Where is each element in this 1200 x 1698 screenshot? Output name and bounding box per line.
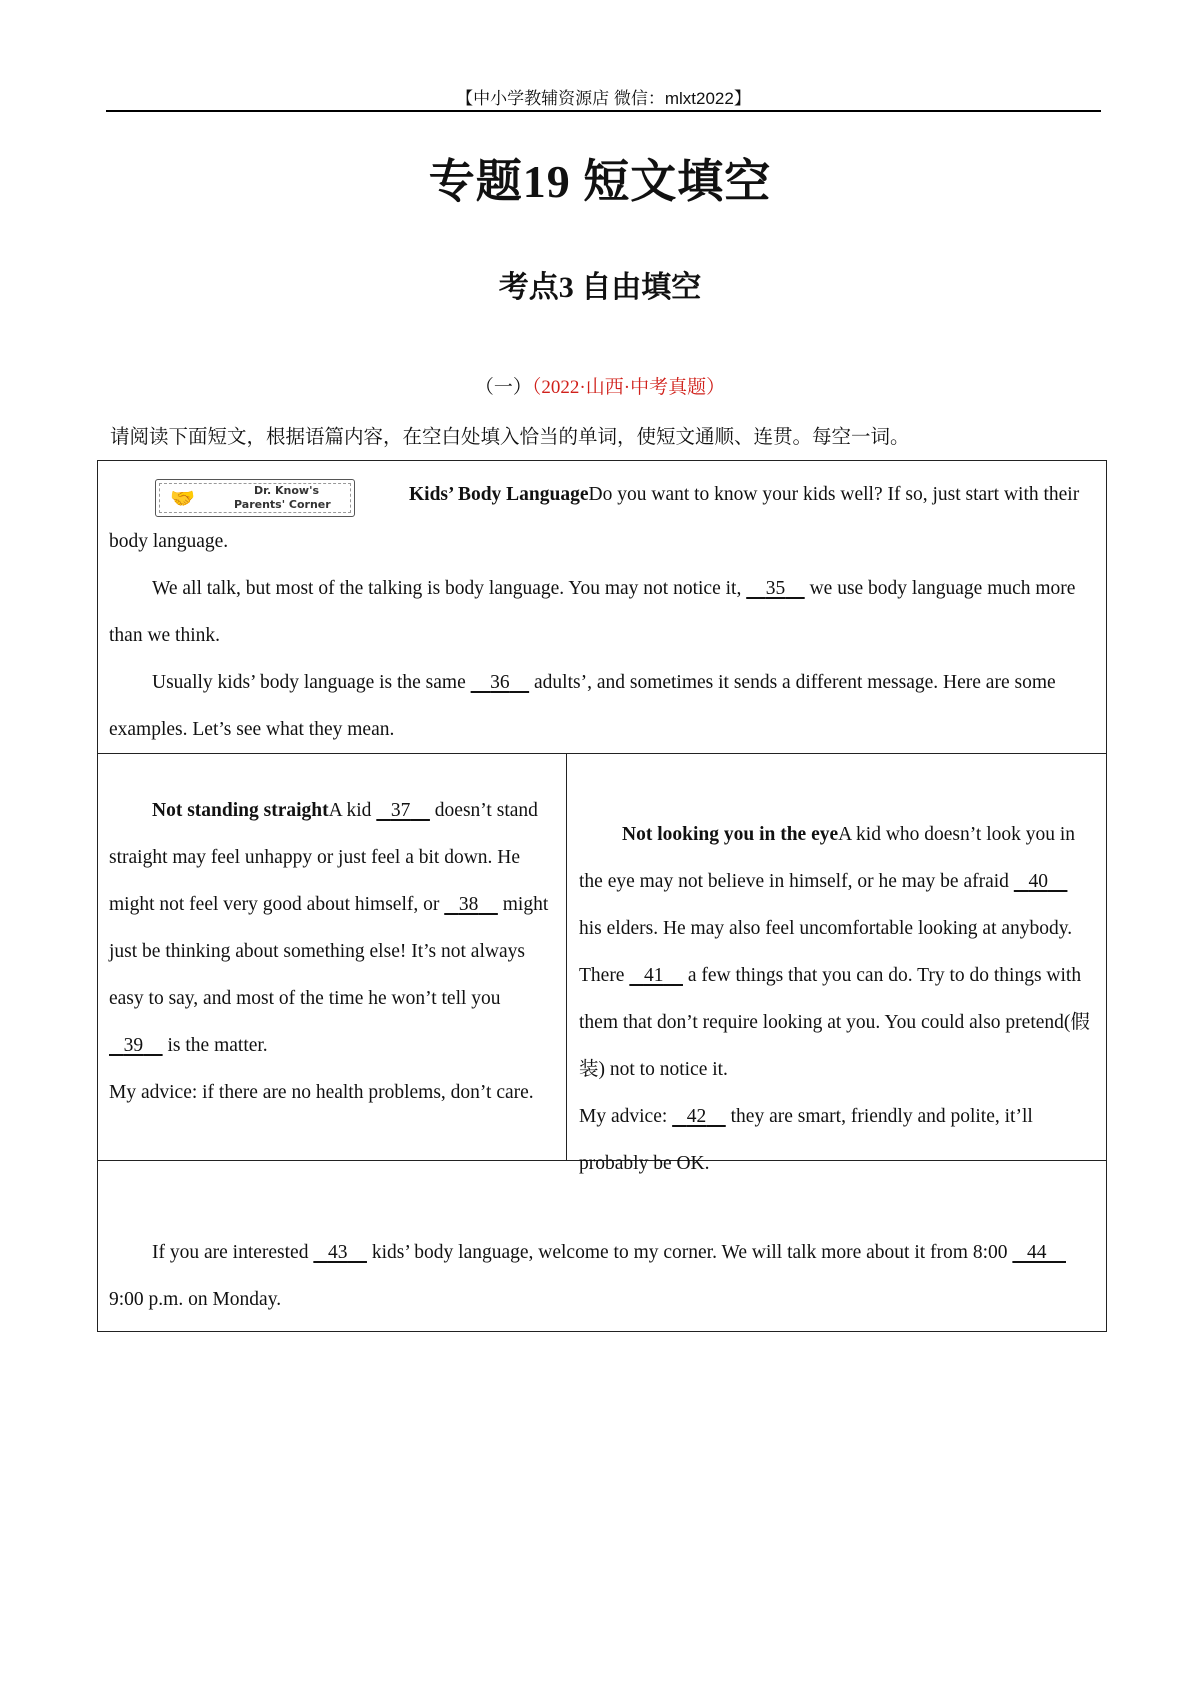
- left-advice: My advice: if there are no health problems, don’t care.: [109, 1082, 534, 1103]
- divider-top: [98, 753, 1106, 754]
- right-heading: Not looking you in the eye: [622, 824, 839, 845]
- handshake-icon: 🤝: [170, 486, 195, 510]
- left-heading: Not standing straight: [152, 800, 329, 821]
- logo-line-2: Parents' Corner: [234, 498, 331, 511]
- intro-text-1: Do you want to know your kids well? If so, just start with their body language.: [109, 484, 1080, 552]
- blank-35[interactable]: 35: [765, 578, 786, 599]
- section-prefix: （一）: [474, 377, 532, 398]
- blank-41[interactable]: 41: [643, 965, 664, 986]
- logo-line-1: Dr. Know's: [254, 484, 319, 497]
- divider-middle: [566, 753, 567, 1160]
- section-label: [0, 372, 1200, 399]
- blank-39[interactable]: 39: [123, 1035, 144, 1056]
- blank-40[interactable]: 40: [1028, 871, 1048, 892]
- header-rule: [106, 110, 1101, 112]
- page-subtitle: 考点3 自由填空: [498, 271, 702, 304]
- passage-box: [97, 460, 1107, 1332]
- instructions: 请阅读下面短文，根据语篇内容，在空白处填入恰当的单词，使短文通顺、连贯。每空一词。: [110, 427, 910, 448]
- blank-37[interactable]: 37: [390, 800, 411, 821]
- intro-text-3a: Usually kids’ body language is the same: [152, 672, 471, 693]
- left-column: Not standing straightA kid 37 doesn’t stand straight may feel unhappy or just feel a bit down. He might not feel very good about himself, or 38 might just be thinking about something else! It’s not always easy to say, and most of the time he won’t tell you 39 is the matter. My advice: if there are no health problems, don’t care.: [109, 787, 559, 1116]
- blank-44[interactable]: 44: [1027, 1242, 1047, 1263]
- blank-42[interactable]: 42: [686, 1106, 707, 1127]
- intro-text-2b: we use body language much more than we think.: [109, 578, 1076, 646]
- intro-text-3b: adults’, and sometimes it sends a different message. Here are some examples. Let’s see what they mean.: [109, 672, 1056, 740]
- blank-36[interactable]: 36: [490, 672, 510, 693]
- closing-passage: If you are interested 43 kids’ body language, welcome to my corner. We will talk more about it from 8:00 44 9:00 p.m. on Monday.: [109, 1229, 1094, 1323]
- passage-heading: Kids’ Body Language: [409, 484, 589, 505]
- section-source: （2022·山西·中考真题）: [531, 377, 726, 398]
- page-title: 专题19 短文填空: [428, 156, 772, 207]
- right-advice: My advice: 42 they are smart, friendly and polite, it’ll probably be OK.: [579, 1106, 1033, 1174]
- intro-text-2a: We all talk, but most of the talking is body language. You may not notice it,: [152, 578, 747, 599]
- intro-passage: [109, 471, 1094, 753]
- blank-43[interactable]: 43: [327, 1242, 348, 1263]
- page-header: 【中小学教辅资源店 微信：mlxt2022】: [456, 89, 751, 108]
- blank-38[interactable]: 38: [458, 894, 479, 915]
- right-column: Not looking you in the eyeA kid who doesn’t look you in the eye may not believe in himself, or he may be afraid 40 his elders. He may also feel uncomfortable looking at anybody. There 41 a few things that you can do. Try to do things with them that don’t require looking at you. You could also pretend(假装) not to notice it. My advice: 42 they are smart, friendly and polite, it’ll probably be OK.: [579, 811, 1094, 1187]
